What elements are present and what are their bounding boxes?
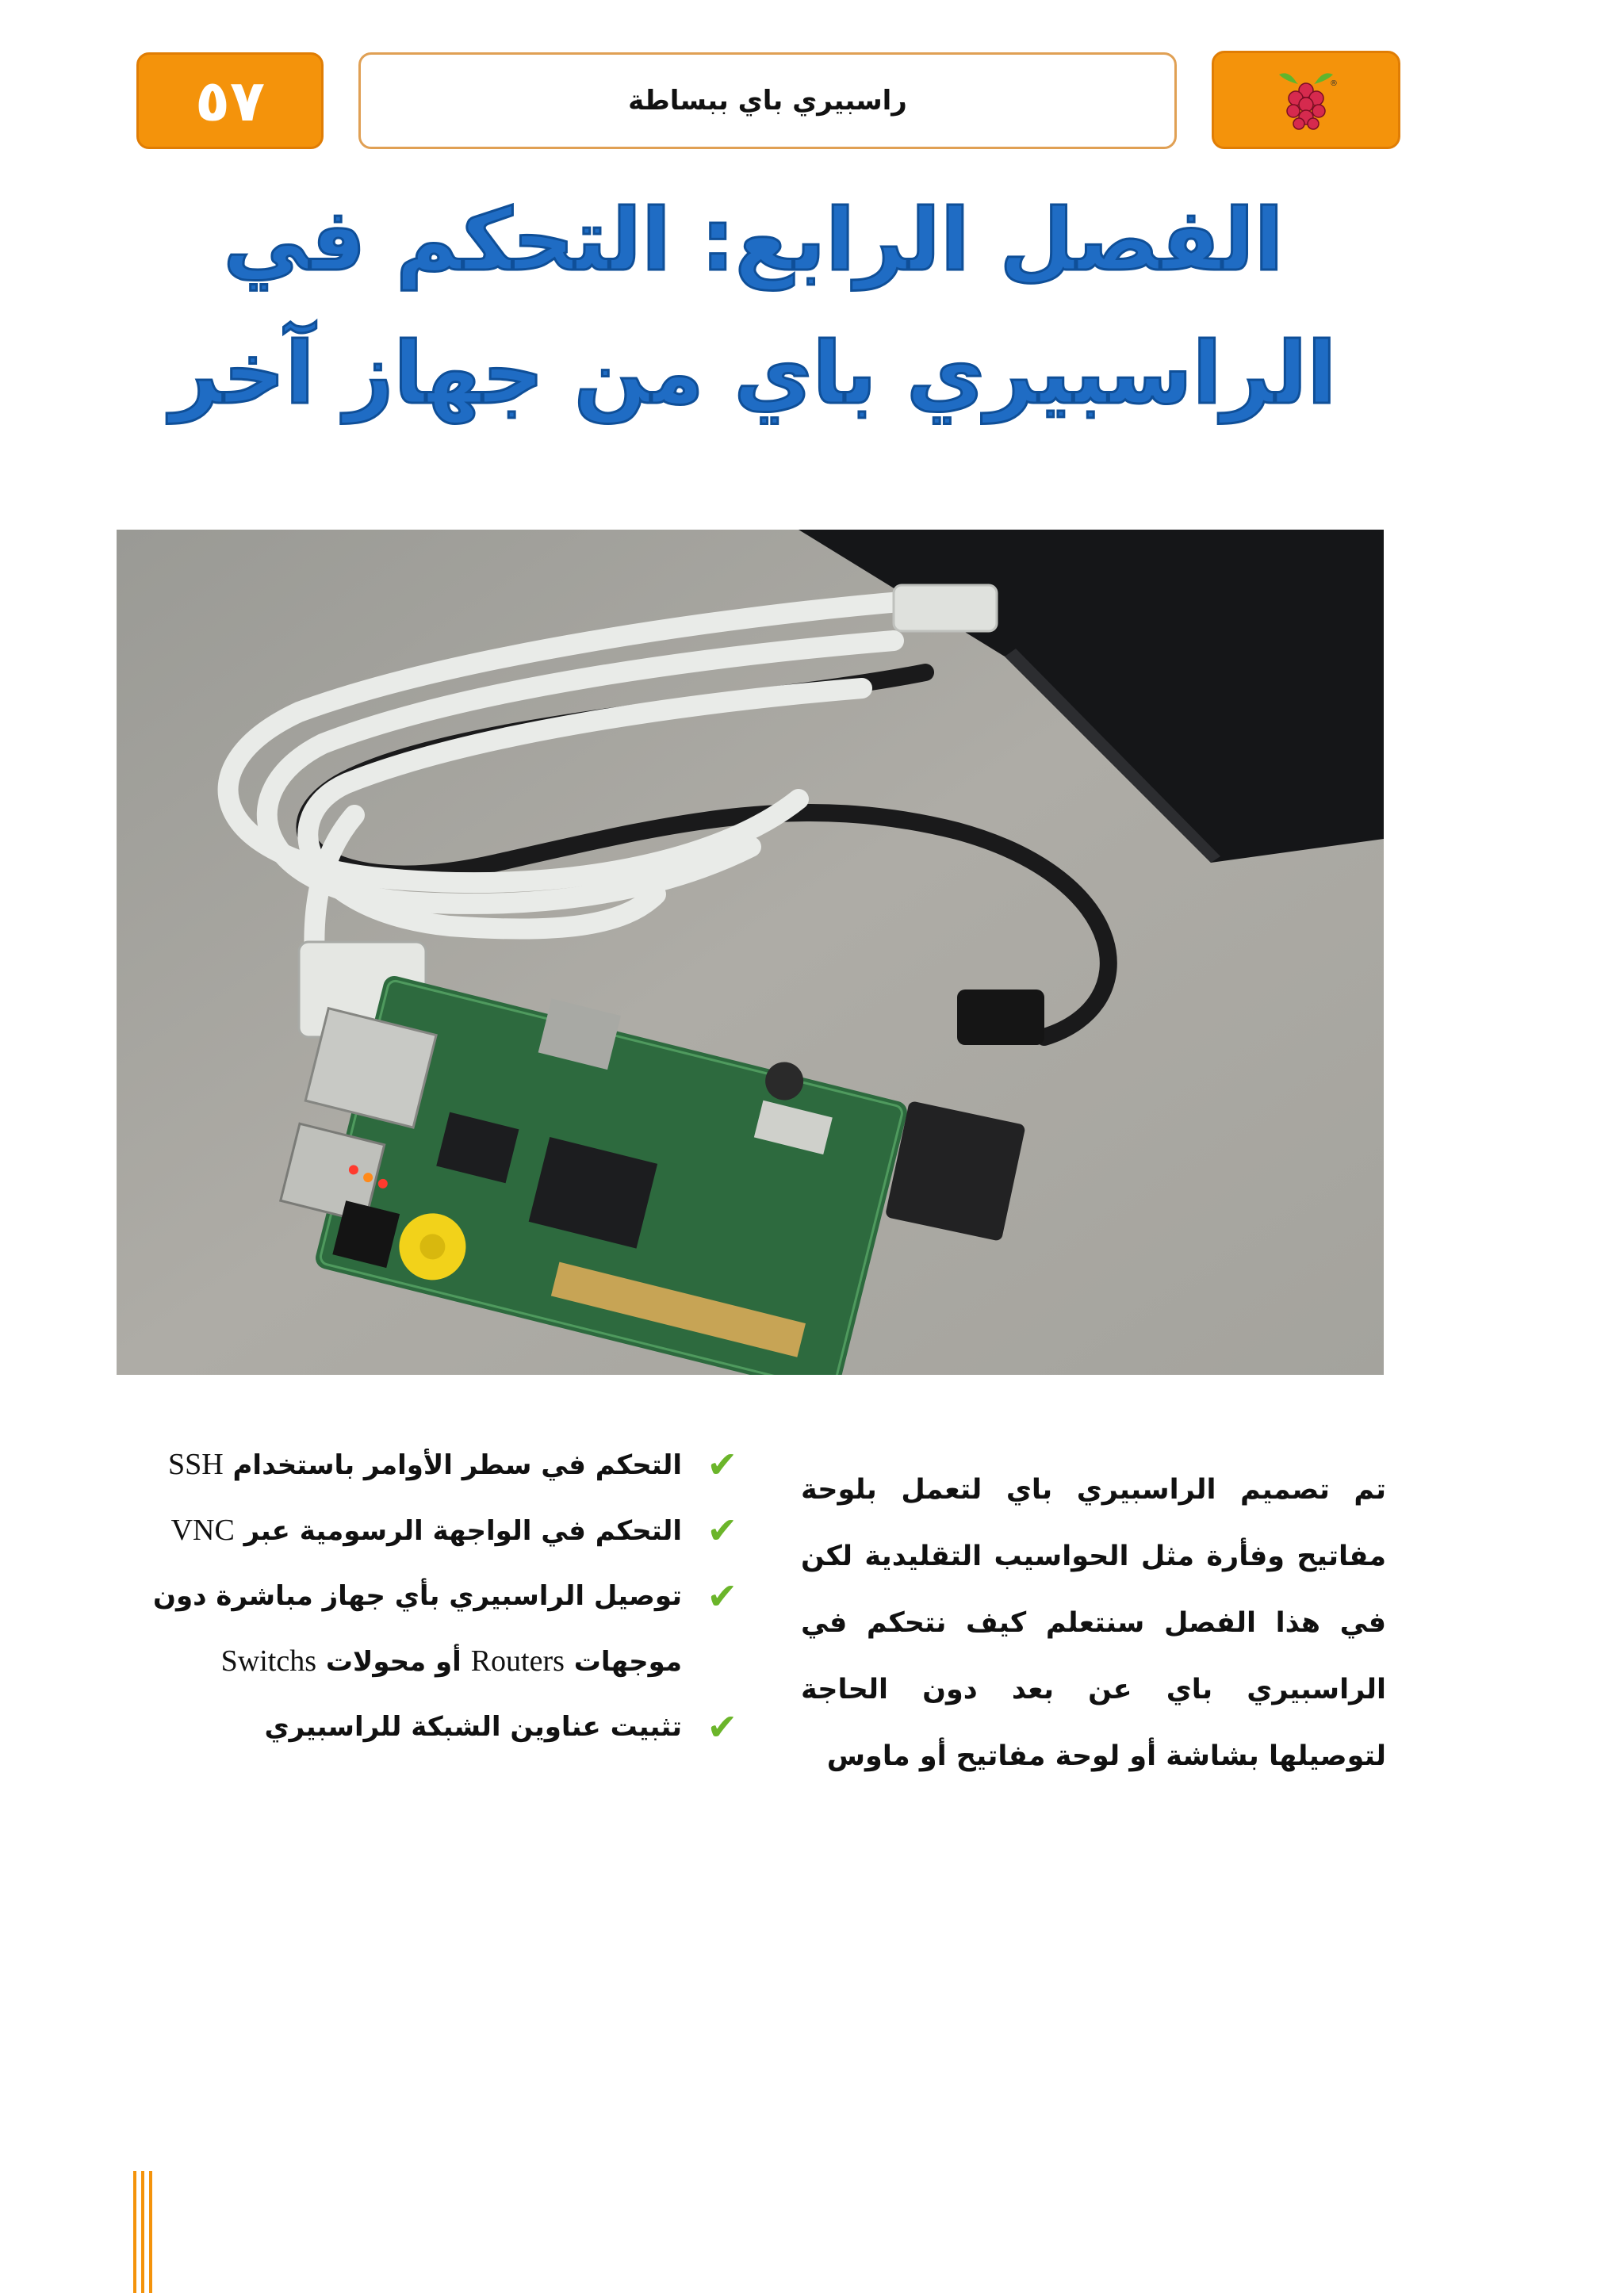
feature-item-static-ip: [151, 1694, 737, 1759]
svg-text:®: ®: [1330, 79, 1338, 88]
feature-text: تثبيت عناوين الشبكة للراسبيري: [264, 1711, 682, 1743]
checkmark-icon: ✔: [707, 1443, 737, 1486]
chapter-title-line2: الراسبيري باي من جهاز آخر: [170, 324, 1337, 423]
checkmark-icon: ✔: [707, 1705, 737, 1748]
feature-latin: VNC: [170, 1514, 235, 1547]
feature-item-ssh: [151, 1432, 737, 1498]
feature-item-direct-connection: [151, 1564, 737, 1694]
raspberry-pi-logo-icon: [1274, 67, 1338, 133]
intro-paragraph: تم تصميم الراسبيري باي لتعمل بلوحة مفاتيح وفأرة مثل الحواسيب التقليدية لكن في هذا الفصل سنتعلم كيف نتحكم في الراسبيري باي عن بعد دون الحاجة لتوصيلها بشاشة أو لوحة مفاتيح أو ماوس: [801, 1474, 1386, 1772]
feature-text: توصيل الراسبيري بأي جهاز مباشرة دون موجهات: [152, 1580, 682, 1678]
feature-latin: SSH: [167, 1448, 224, 1481]
chapter-title: [143, 174, 1364, 441]
book-title-box: [358, 52, 1177, 149]
chapter-title-line1: الفصل الرابع: التحكم في: [223, 191, 1284, 290]
feature-text: التحكم في سطر الأوامر باستخدام: [232, 1449, 682, 1481]
feature-item-vnc: [151, 1498, 737, 1564]
checkmark-icon: ✔: [707, 1509, 737, 1552]
page-number: [136, 52, 324, 149]
book-title: راسبيري باي ببساطة: [628, 85, 907, 117]
checkmark-icon: ✔: [707, 1575, 737, 1617]
feature-latin: Switchs: [220, 1644, 317, 1678]
feature-text: التحكم في الواجهة الرسومية عبر: [243, 1515, 682, 1547]
feature-latin: Routers: [470, 1644, 565, 1678]
raspberry-pi-board-photo: [117, 530, 1384, 1375]
margin-decoration: [133, 2171, 155, 2293]
feature-text: أو محولات: [325, 1646, 462, 1678]
feature-list: [151, 1432, 737, 1759]
page-number-text: ٥٧: [195, 67, 265, 134]
logo-box: [1212, 51, 1400, 149]
